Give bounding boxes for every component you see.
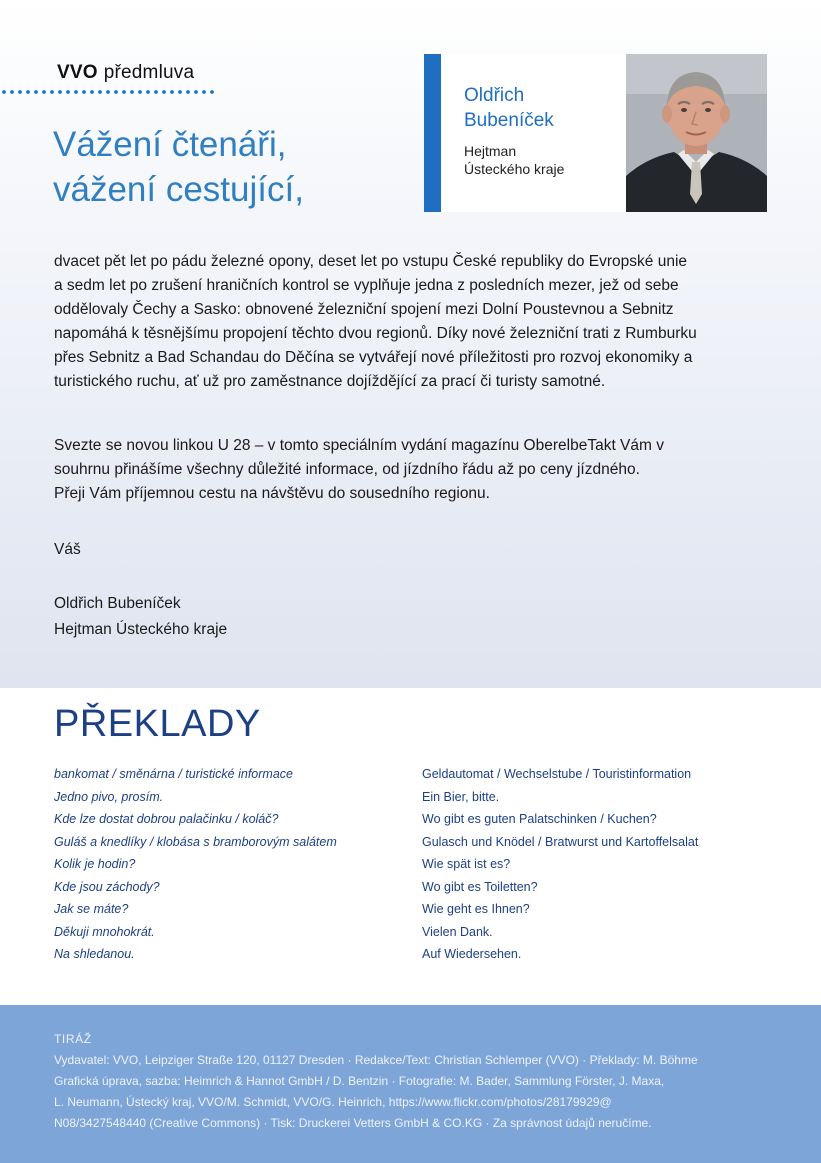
greeting-line: Vážení čtenáři,	[53, 125, 287, 164]
phrase-german: Ein Bier, bitte.	[422, 789, 500, 804]
translations-heading: PŘEKLADY	[54, 703, 261, 745]
czech-phrases-column	[54, 766, 337, 969]
author-first-name: Oldřich	[464, 85, 525, 106]
phrase-czech: Kde jsou záchody?	[54, 879, 160, 894]
phrase-czech: Děkuji mnohokrát.	[54, 924, 155, 939]
phrase-german: Wie spät ist es?	[422, 857, 511, 871]
imprint-line: Grafická úprava, sazba: Heimrich & Hannot GmbH / D. Bentzin · Fotografie: M. Bader, Sammlung Förster, J. Maxa,	[54, 1074, 665, 1088]
section-label	[57, 62, 194, 84]
letter-paragraph: Svezte se novou linkou U 28 – v tomto speciálním vydání magazínu OberelbeTakt Vám v souhrnu přinášíme všechny důležité informace, od jízdního řádu až po ceny jízdného. Přeji Vám příjemnou cestu na návštěvu do sousedního regionu.	[54, 437, 664, 502]
section-name: předmluva	[103, 62, 195, 83]
greeting-heading	[53, 122, 304, 212]
letter-paragraph: dvacet pět let po pádu železné opony, deset let po vstupu České republiky do Evropské unie a sedm let po zrušení hraničních kontrol se vyplňuje jedna z posledních mezer, jež od sebe oddělovaly Čechy a Sasko: obnovené železniční spojení mezi Dolní Poustevnou a Sebnitz napomáhá k těsnějšímu propojení těchto dvou regionů. Díky nové železniční trati z Rumburku přes Sebnitz a Bad Schandau do Děčína se vytvářejí nové příležitosti pro rozvoj ekonomiky a turistického ruchu, ať už pro zaměstnance dojíždějící za prací či turisty samotné.	[54, 253, 697, 390]
author-role-line: Hejtman	[464, 143, 517, 159]
portrait-illustration	[626, 54, 767, 212]
phrase-german: Wie geht es Ihnen?	[422, 902, 530, 916]
phrase-czech: Kolik je hodin?	[54, 857, 136, 871]
phrase-german: Wo gibt es Toiletten?	[422, 879, 538, 894]
phrase-german: Wo gibt es guten Palatschinken / Kuchen?	[422, 812, 657, 826]
phrase-czech: Jak se máte?	[54, 902, 129, 916]
signature-name: Oldřich Bubeníček	[54, 595, 181, 612]
phrase-czech: Jedno pivo, prosím.	[54, 789, 164, 804]
signature-role: Hejtman Ústeckého kraje	[54, 621, 228, 638]
author-card	[424, 54, 767, 212]
imprint-line: N08/3427548440 (Creative Commons) · Tisk: Druckerei Vetters GmbH & CO.KG · Za správnost údajů neručíme.	[54, 1116, 652, 1130]
phrase-czech: Guláš a knedlíky / klobása s bramborovým salátem	[54, 834, 337, 849]
author-last-name: Bubeníček	[464, 110, 554, 131]
imprint-text	[54, 1050, 794, 1134]
phrase-german: Geldautomat / Wechselstube / Touristinformation	[422, 767, 692, 781]
author-role	[464, 142, 564, 178]
phrase-czech: Kde lze dostat dobrou palačinku / koláč?	[54, 812, 279, 826]
author-role-line: Ústeckého kraje	[464, 161, 565, 177]
imprint-line: L. Neumann, Ústecký kraj, VVO/M. Schmidt, VVO/G. Heinrich, https://www.flickr.com/photos/28179929@	[54, 1095, 612, 1109]
author-portrait-photo	[626, 54, 767, 212]
phrase-german: Auf Wiedersehen.	[422, 947, 522, 961]
phrase-czech: bankomat / směnárna / turistické informace	[54, 767, 293, 781]
author-name	[464, 83, 554, 133]
letter-closing: Váš	[54, 541, 81, 558]
imprint-line: Vydavatel: VVO, Leipziger Straße 120, 01127 Dresden · Redakce/Text: Christian Schlemper (VVO) · Překlady: M. Böhme	[54, 1053, 698, 1067]
imprint-footer	[0, 1005, 821, 1163]
phrase-german: Gulasch und Knödel / Bratwurst und Kartoffelsalat	[422, 834, 699, 849]
phrase-czech: Na shledanou.	[54, 947, 135, 961]
imprint-title: TIRÁŽ	[54, 1032, 92, 1046]
accent-bar	[424, 54, 441, 212]
phrase-german: Vielen Dank.	[422, 924, 493, 939]
greeting-line: vážení cestující,	[53, 170, 304, 209]
brand-logo-text: VVO	[57, 62, 98, 83]
dotted-divider	[0, 89, 216, 95]
german-phrases-column	[422, 766, 698, 969]
